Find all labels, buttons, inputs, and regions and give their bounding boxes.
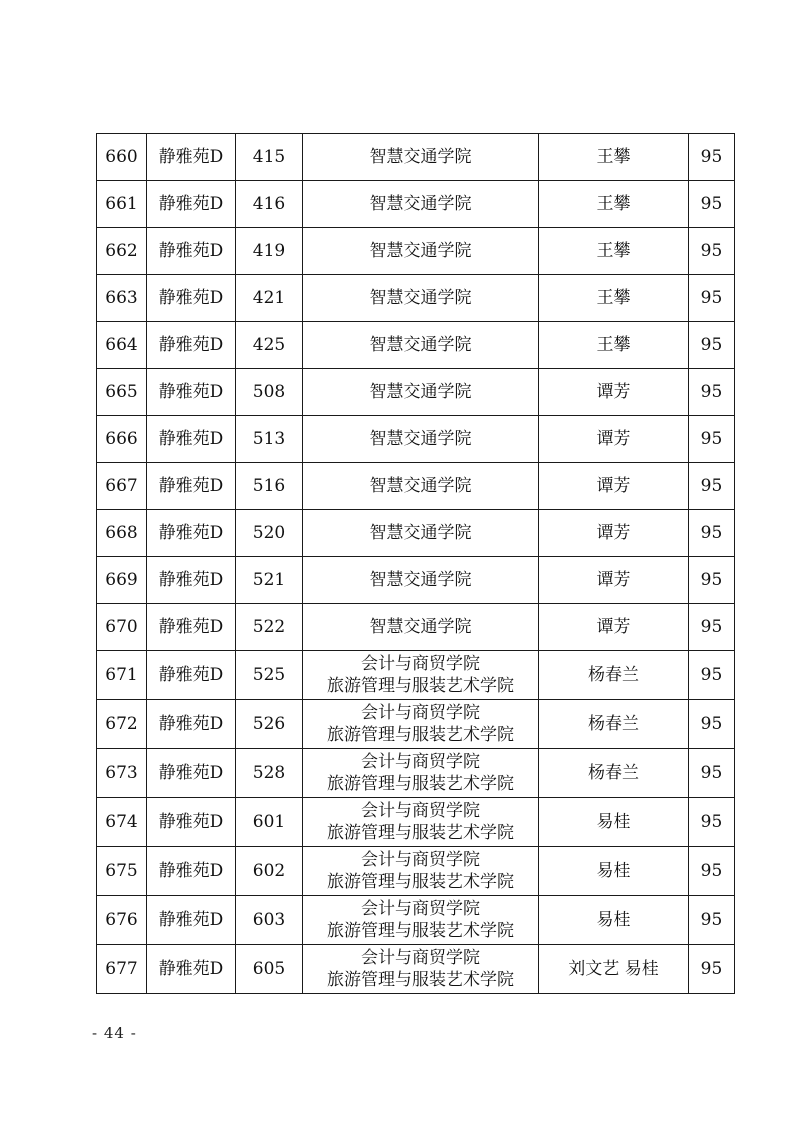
building-cell: 静雅苑D: [147, 700, 236, 749]
college-name: 旅游管理与服装艺术学院: [327, 872, 514, 892]
building-cell: 静雅苑D: [147, 604, 236, 651]
table-row: [97, 798, 735, 847]
table-row: [97, 275, 735, 322]
building-cell: 静雅苑D: [147, 322, 236, 369]
college-name: 旅游管理与服装艺术学院: [327, 676, 514, 696]
row-number-cell: 665: [97, 369, 147, 416]
college-name: 旅游管理与服装艺术学院: [327, 823, 514, 843]
college-cell: [303, 463, 539, 510]
college-cell: [303, 181, 539, 228]
college-cell: [303, 798, 539, 847]
score-cell: 95: [689, 416, 735, 463]
row-number-cell: 661: [97, 181, 147, 228]
college-cell: [303, 322, 539, 369]
score-cell: 95: [689, 847, 735, 896]
score-cell: 95: [689, 322, 735, 369]
dormitory-score-table: [96, 133, 735, 994]
score-cell: 95: [689, 369, 735, 416]
building-cell: 静雅苑D: [147, 369, 236, 416]
score-cell: 95: [689, 228, 735, 275]
college-cell: [303, 510, 539, 557]
building-cell: 静雅苑D: [147, 228, 236, 275]
manager-cell: 杨春兰: [539, 700, 689, 749]
row-number-cell: 672: [97, 700, 147, 749]
college-cell: [303, 604, 539, 651]
college-cell: [303, 557, 539, 604]
college-name: 智慧交通学院: [369, 476, 472, 496]
manager-cell: 易桂: [539, 847, 689, 896]
building-cell: 静雅苑D: [147, 134, 236, 181]
room-number-cell: 602: [236, 847, 303, 896]
score-cell: 95: [689, 134, 735, 181]
college-name: 会计与商贸学院: [361, 654, 480, 674]
table-row: [97, 416, 735, 463]
row-number-cell: 663: [97, 275, 147, 322]
table-row: [97, 847, 735, 896]
score-cell: 95: [689, 749, 735, 798]
college-name: 会计与商贸学院: [361, 703, 480, 723]
manager-cell: 谭芳: [539, 510, 689, 557]
college-name: 智慧交通学院: [369, 335, 472, 355]
college-name: 旅游管理与服装艺术学院: [327, 774, 514, 794]
building-cell: 静雅苑D: [147, 181, 236, 228]
room-number-cell: 521: [236, 557, 303, 604]
table-row: [97, 896, 735, 945]
room-number-cell: 508: [236, 369, 303, 416]
table-row: [97, 945, 735, 994]
row-number-cell: 676: [97, 896, 147, 945]
college-name: 智慧交通学院: [369, 617, 472, 637]
manager-cell: 杨春兰: [539, 749, 689, 798]
page-number: - 44 -: [92, 1024, 137, 1042]
building-cell: 静雅苑D: [147, 945, 236, 994]
college-name: 会计与商贸学院: [361, 948, 480, 968]
building-cell: 静雅苑D: [147, 416, 236, 463]
manager-cell: 谭芳: [539, 463, 689, 510]
table-row: [97, 463, 735, 510]
table-row: [97, 749, 735, 798]
table-row: [97, 181, 735, 228]
row-number-cell: 660: [97, 134, 147, 181]
college-cell: [303, 369, 539, 416]
building-cell: 静雅苑D: [147, 557, 236, 604]
row-number-cell: 664: [97, 322, 147, 369]
manager-cell: 杨春兰: [539, 651, 689, 700]
building-cell: 静雅苑D: [147, 749, 236, 798]
manager-cell: 王攀: [539, 322, 689, 369]
college-name: 会计与商贸学院: [361, 752, 480, 772]
building-cell: 静雅苑D: [147, 847, 236, 896]
table-row: [97, 651, 735, 700]
manager-cell: 刘文艺 易桂: [539, 945, 689, 994]
room-number-cell: 522: [236, 604, 303, 651]
college-cell: [303, 416, 539, 463]
manager-cell: 易桂: [539, 798, 689, 847]
table-row: [97, 557, 735, 604]
score-cell: 95: [689, 700, 735, 749]
college-name: 旅游管理与服装艺术学院: [327, 970, 514, 990]
room-number-cell: 601: [236, 798, 303, 847]
row-number-cell: 673: [97, 749, 147, 798]
room-number-cell: 603: [236, 896, 303, 945]
table-row: [97, 228, 735, 275]
college-name: 旅游管理与服装艺术学院: [327, 921, 514, 941]
college-name: 会计与商贸学院: [361, 801, 480, 821]
building-cell: 静雅苑D: [147, 510, 236, 557]
college-cell: [303, 134, 539, 181]
room-number-cell: 528: [236, 749, 303, 798]
row-number-cell: 667: [97, 463, 147, 510]
building-cell: 静雅苑D: [147, 275, 236, 322]
row-number-cell: 668: [97, 510, 147, 557]
room-number-cell: 419: [236, 228, 303, 275]
row-number-cell: 675: [97, 847, 147, 896]
college-name: 旅游管理与服装艺术学院: [327, 725, 514, 745]
manager-cell: 谭芳: [539, 557, 689, 604]
room-number-cell: 605: [236, 945, 303, 994]
manager-cell: 谭芳: [539, 369, 689, 416]
score-cell: 95: [689, 945, 735, 994]
college-name: 智慧交通学院: [369, 194, 472, 214]
college-name: 智慧交通学院: [369, 429, 472, 449]
score-cell: 95: [689, 510, 735, 557]
college-name: 智慧交通学院: [369, 288, 472, 308]
college-cell: [303, 945, 539, 994]
college-cell: [303, 651, 539, 700]
manager-cell: 王攀: [539, 275, 689, 322]
manager-cell: 王攀: [539, 181, 689, 228]
college-name: 智慧交通学院: [369, 570, 472, 590]
room-number-cell: 416: [236, 181, 303, 228]
manager-cell: 谭芳: [539, 604, 689, 651]
score-cell: 95: [689, 181, 735, 228]
building-cell: 静雅苑D: [147, 651, 236, 700]
college-cell: [303, 228, 539, 275]
college-name: 会计与商贸学院: [361, 899, 480, 919]
building-cell: 静雅苑D: [147, 798, 236, 847]
room-number-cell: 425: [236, 322, 303, 369]
score-cell: 95: [689, 463, 735, 510]
building-cell: 静雅苑D: [147, 463, 236, 510]
college-cell: [303, 749, 539, 798]
score-cell: 95: [689, 275, 735, 322]
college-name: 智慧交通学院: [369, 147, 472, 167]
room-number-cell: 513: [236, 416, 303, 463]
table-row: [97, 510, 735, 557]
manager-cell: 王攀: [539, 134, 689, 181]
table-row: [97, 134, 735, 181]
row-number-cell: 670: [97, 604, 147, 651]
college-cell: [303, 700, 539, 749]
room-number-cell: 520: [236, 510, 303, 557]
row-number-cell: 669: [97, 557, 147, 604]
row-number-cell: 666: [97, 416, 147, 463]
table-row: [97, 322, 735, 369]
college-cell: [303, 896, 539, 945]
row-number-cell: 674: [97, 798, 147, 847]
college-cell: [303, 275, 539, 322]
building-cell: 静雅苑D: [147, 896, 236, 945]
row-number-cell: 677: [97, 945, 147, 994]
table-row: [97, 604, 735, 651]
manager-cell: 易桂: [539, 896, 689, 945]
room-number-cell: 421: [236, 275, 303, 322]
college-name: 会计与商贸学院: [361, 850, 480, 870]
row-number-cell: 662: [97, 228, 147, 275]
college-name: 智慧交通学院: [369, 382, 472, 402]
manager-cell: 谭芳: [539, 416, 689, 463]
college-name: 智慧交通学院: [369, 523, 472, 543]
room-number-cell: 516: [236, 463, 303, 510]
room-number-cell: 415: [236, 134, 303, 181]
row-number-cell: 671: [97, 651, 147, 700]
room-number-cell: 525: [236, 651, 303, 700]
manager-cell: 王攀: [539, 228, 689, 275]
table-row: [97, 369, 735, 416]
college-cell: [303, 847, 539, 896]
score-cell: 95: [689, 604, 735, 651]
score-cell: 95: [689, 798, 735, 847]
college-name: 智慧交通学院: [369, 241, 472, 261]
score-cell: 95: [689, 557, 735, 604]
score-cell: 95: [689, 651, 735, 700]
score-cell: 95: [689, 896, 735, 945]
table-row: [97, 700, 735, 749]
room-number-cell: 526: [236, 700, 303, 749]
table-body: [97, 134, 735, 994]
